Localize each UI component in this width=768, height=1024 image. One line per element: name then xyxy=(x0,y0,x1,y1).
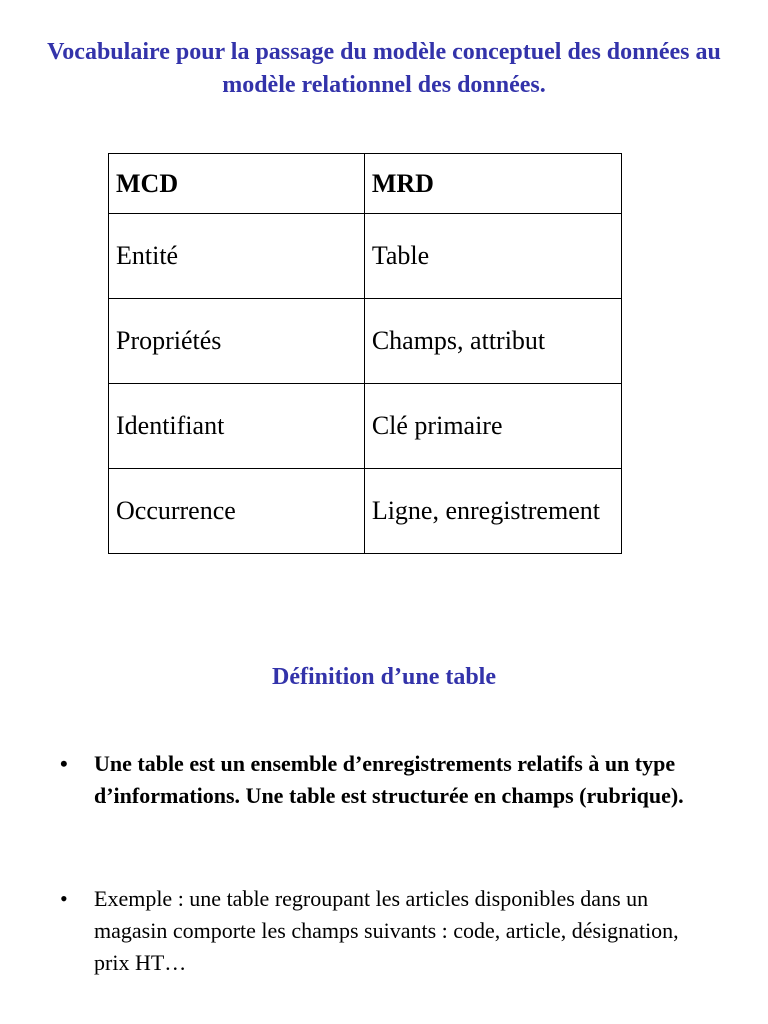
header-mcd: MCD xyxy=(109,154,365,214)
table-cell: Entité xyxy=(109,214,365,299)
page-title: Vocabulaire pour la passage du modèle conceptuel des données au modèle relationnel des données. xyxy=(47,39,721,98)
table-header-row xyxy=(109,154,622,214)
table-row xyxy=(109,469,622,554)
table-row xyxy=(109,299,622,384)
table-row xyxy=(109,214,622,299)
bullet-text: Exemple : une table regroupant les articles disponibles dans un magasin comporte les champs suivants : code, article, désignation, prix HT… xyxy=(94,886,679,975)
bullet-icon: • xyxy=(60,886,68,911)
table-cell: Ligne, enregistrement xyxy=(364,469,621,554)
bullet-icon: • xyxy=(60,751,68,776)
bullet-text: Une table est un ensemble d’enregistrements relatifs à un type d’informations. Une table est structurée en champs (rubrique). xyxy=(94,751,684,808)
table-cell: Identifiant xyxy=(109,384,365,469)
table-row xyxy=(109,384,622,469)
section-title: Définition d’une table xyxy=(271,664,496,690)
table-cell: Table xyxy=(364,214,621,299)
table-cell: Champs, attribut xyxy=(364,299,621,384)
table-cell: Occurrence xyxy=(109,469,365,554)
header-mrd: MRD xyxy=(364,154,621,214)
table-cell: Clé primaire xyxy=(364,384,621,469)
vocabulary-table xyxy=(108,153,622,554)
bullet-example xyxy=(60,883,700,979)
bullet-definition xyxy=(60,748,700,812)
table-cell: Propriétés xyxy=(109,299,365,384)
